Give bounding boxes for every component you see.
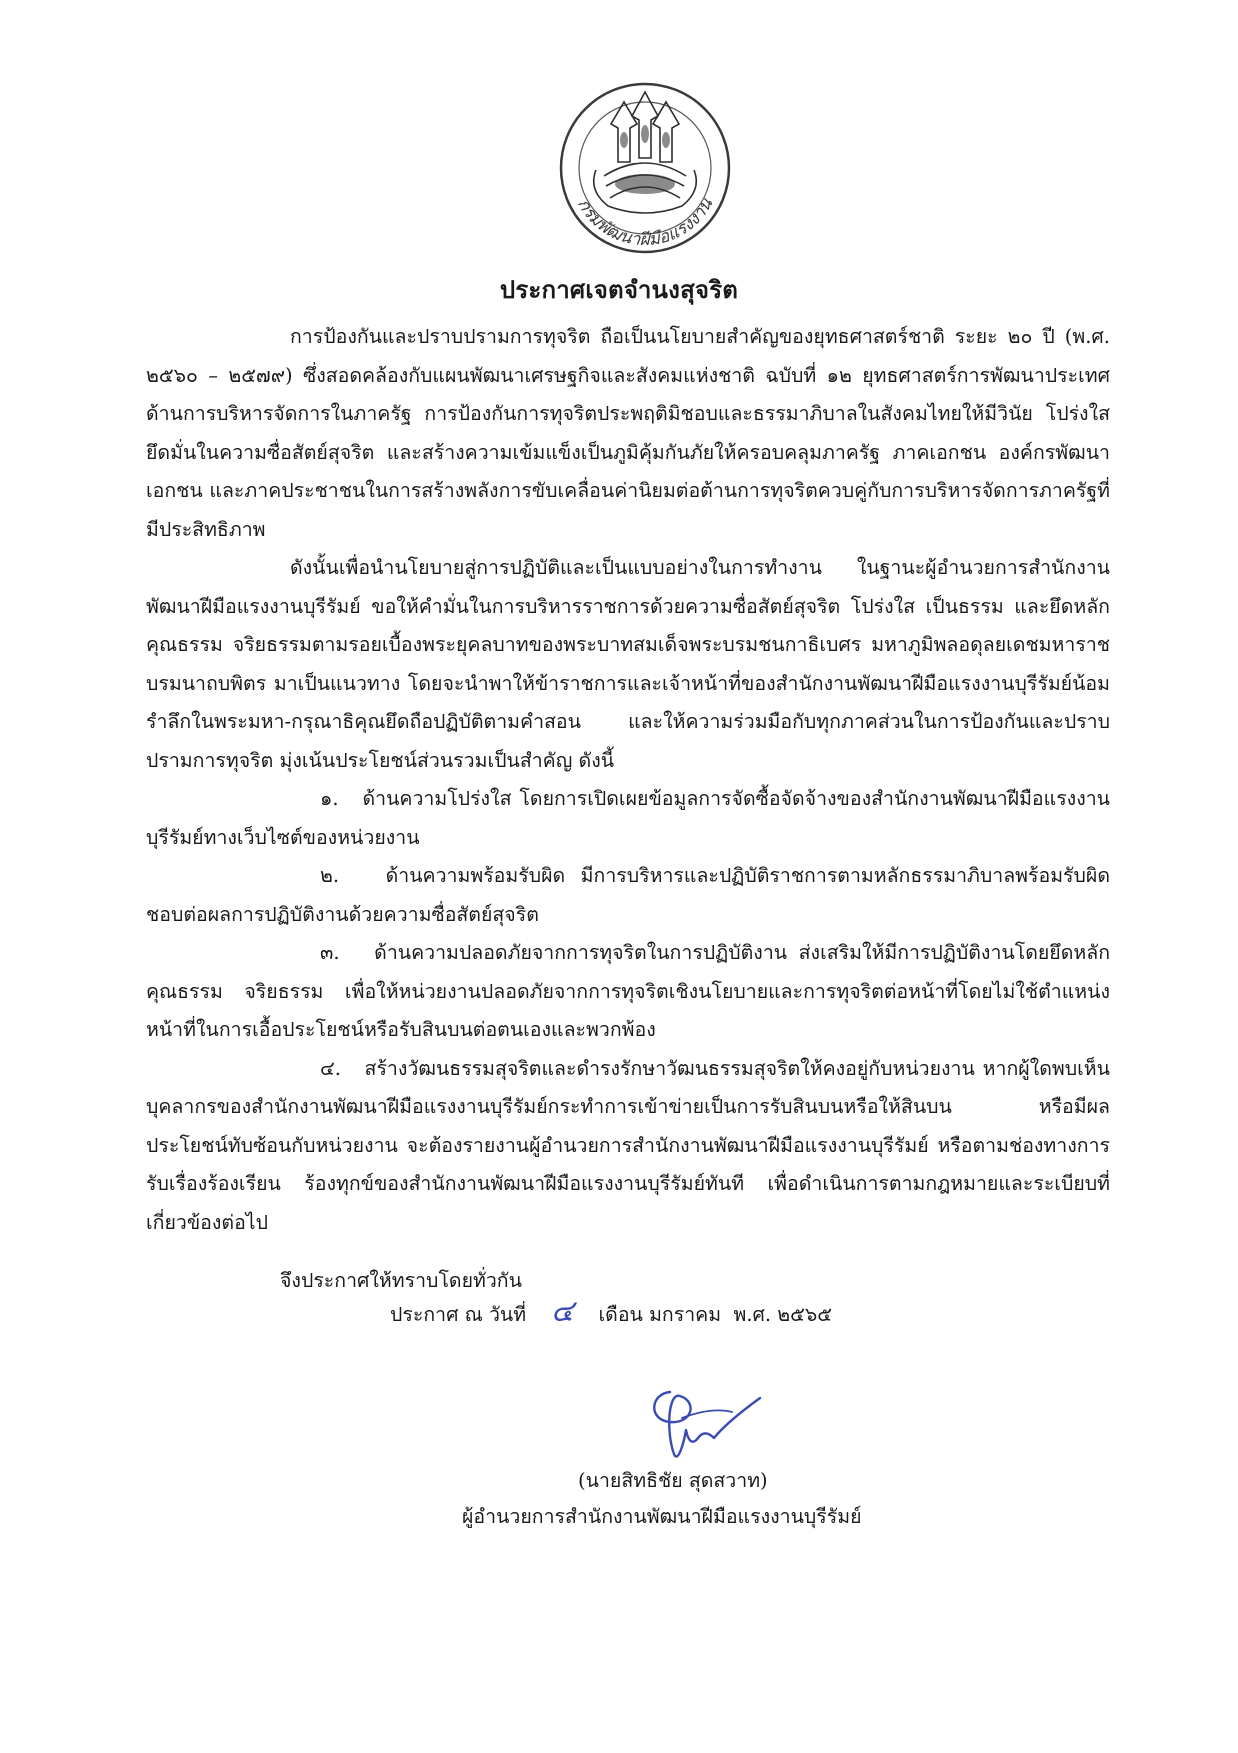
seal-arc-text: กรมพัฒนาฝีมือแรงงาน — [572, 195, 718, 251]
date-year: พ.ศ. ๒๕๖๕ — [733, 1303, 833, 1326]
department-seal-logo — [548, 80, 742, 260]
announcement-date — [390, 1293, 832, 1334]
paragraph: การป้องกันและปราบปรามการทุจริต ถือเป็นนโยบายสำคัญของยุทธศาสตร์ชาติ ระยะ ๒๐ ปี (พ.ศ. ๒๕๖๐ – ๒๕๗๙) ซึ่งสอดคล้องกับแผนพัฒนาเศรษฐกิจและสังคมแห่งชาติ ฉบับที่ ๑๒ ยุทธศาสตร์การพัฒนาประเทศ ด้านการบริหารจัดการในภาครัฐ การป้องกันการทุจริตประพฤติมิชอบและธรรมาภิบาลในสังคมไทยให้มีวินัย โปร่งใส ยึดมั่นในความซื่อสัตย์สุจริต และสร้างความเข้มแข็งเป็นภูมิคุ้มกันภัยให้ครอบคลุมภาครัฐ ภาคเอกชน องค์กรพัฒนาเอกชน และภาคประชาชนในการสร้างพลังการขับเคลื่อนค่านิยมต่อต้านการทุจริตควบคู่กับการบริหารจัดการภาครัฐที่มีประสิทธิภาพ — [146, 325, 1110, 541]
document-title: ประกาศเจตจำนงสุจริต — [499, 275, 739, 304]
date-prefix: ประกาศ ณ วันที่ — [390, 1303, 527, 1326]
list-item: ๒. ด้านความพร้อมรับผิด มีการบริหารและปฏิบัติราชการตามหลักธรรมาภิบาลพร้อมรับผิดชอบต่อผลการปฏิบัติงานด้วยความซื่อสัตย์สุจริต — [146, 864, 1110, 926]
document-body — [146, 318, 1110, 1301]
signer-name: (นายสิทธิชัย สุดสวาท) — [578, 1469, 768, 1492]
list-item: ๔. สร้างวัฒนธรรมสุจริตและดำรงรักษาวัฒนธรรมสุจริตให้คงอยู่กับหน่วยงาน หากผู้ใดพบเห็นบุคลากรของสำนักงานพัฒนาฝีมือแรงงานบุรีรัมย์กระทำการเข้าข่ายเป็นการรับสินบนหรือให้สินบน หรือมีผลประโยชน์ทับซ้อนกับหน่วยงาน จะต้องรายงานผู้อำนวยการสำนักงานพัฒนาฝีมือแรงงานบุรีรัมย์ หรือตามช่องทางการรับเรื่องร้องเรียน ร้องทุกข์ของสำนักงานพัฒนาฝีมือแรงงานบุรีรัมย์ทันที เพื่อดำเนินการตามกฎหมายและระเบียบที่เกี่ยวข้องต่อไป — [146, 1056, 1110, 1234]
closing-line: จึงประกาศให้ทราบโดยทั่วกัน — [280, 1269, 522, 1292]
handwritten-signature — [640, 1372, 770, 1467]
list-item: ๓. ด้านความปลอดภัยจากการทุจริตในการปฏิบัติงาน ส่งเสริมให้มีการปฏิบัติงานโดยยึดหลักคุณธรรม จริยธรรม เพื่อให้หน่วยงานปลอดภัยจากการทุจริตเชิงนโยบายและการทุจริตต่อหน้าที่โดยไม่ใช้ตำแหน่งหน้าที่ในการเอื้อประโยชน์หรือรับสินบนต่อตนเองและพวกพ้อง — [146, 941, 1110, 1041]
signer-position: ผู้อำนวยการสำนักงานพัฒนาฝีมือแรงงานบุรีรัมย์ — [462, 1505, 862, 1528]
list-item: ๑. ด้านความโปร่งใส โดยการเปิดเผยข้อมูลการจัดซื้อจัดจ้างของสำนักงานพัฒนาฝีมือแรงงานบุรีรัมย์ทางเว็บไซต์ของหน่วยงาน — [146, 787, 1110, 849]
paragraph: ดังนั้นเพื่อนำนโยบายสู่การปฏิบัติและเป็นแบบอย่างในการทำงาน ในฐานะผู้อำนวยการสำนักงานพัฒนาฝีมือแรงงานบุรีรัมย์ ขอให้คำมั่นในการบริหารราชการด้วยความซื่อสัตย์สุจริต โปร่งใส เป็นธรรม และยึดหลักคุณธรรม จริยธรรมตามรอยเบื้องพระยุคลบาทของพระบาทสมเด็จพระบรมชนกาธิเบศร มหาภูมิพลอดุลยเดชมหาราช บรมนาถบพิตร มาเป็นแนวทาง โดยจะนำพาให้ข้าราชการและเจ้าหน้าที่ของสำนักงานพัฒนาฝีมือแรงงานบุรีรัมย์น้อมรำลึกในพระมหา-กรุณาธิคุณยึดถือปฏิบัติตามคำสอน และให้ความร่วมมือกับทุกภาคส่วนในการป้องกันและปราบปรามการทุจริต มุ่งเน้นประโยชน์ส่วนรวมเป็นสำคัญ ดังนี้ — [146, 556, 1110, 772]
svg-text:กรมพัฒนาฝีมือแรงงาน — [573, 195, 717, 250]
date-day-handwritten: ๔ — [550, 1294, 574, 1329]
date-month: เดือน มกราคม — [598, 1303, 722, 1326]
